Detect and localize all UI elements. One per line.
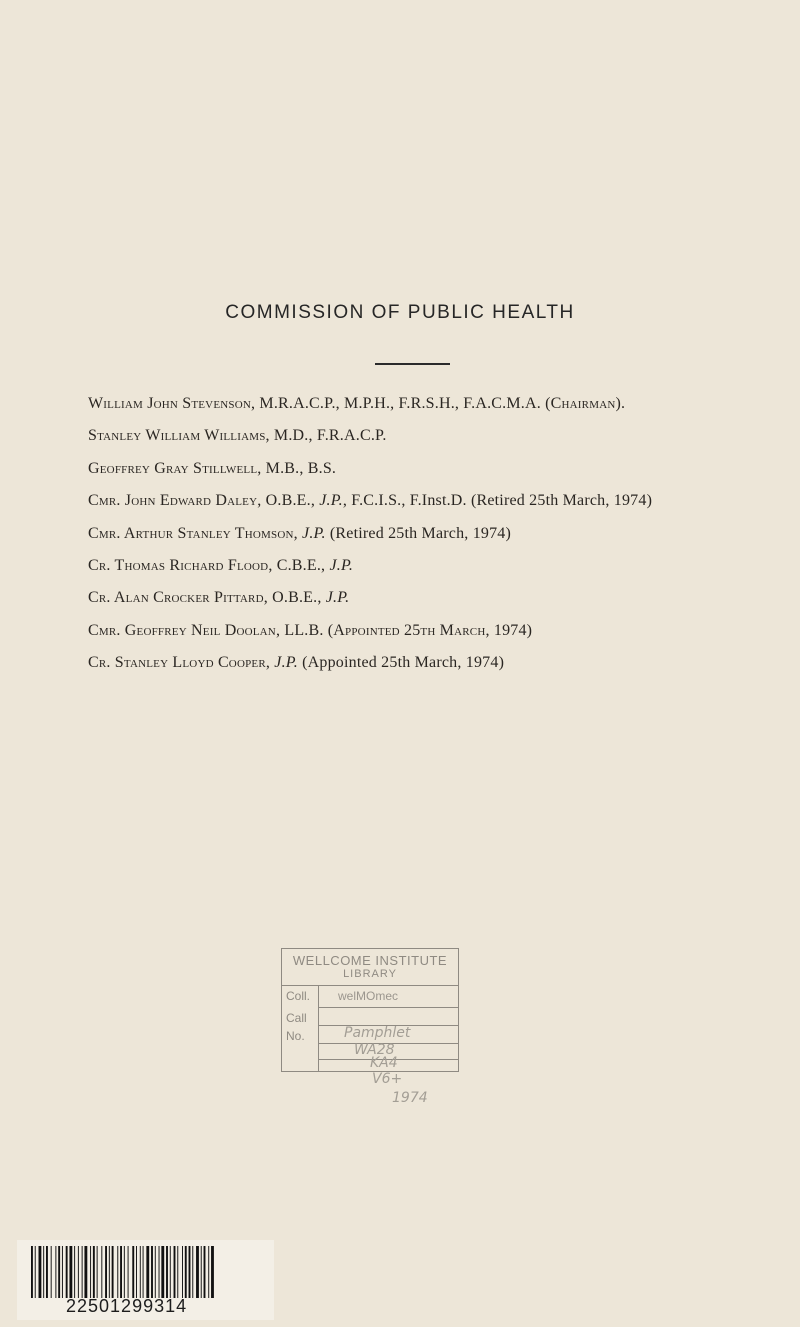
barcode-bar xyxy=(124,1246,125,1298)
barcode-bar xyxy=(58,1246,60,1298)
stamp-library: LIBRARY xyxy=(343,968,397,980)
stamp-coll-value: welMOmec xyxy=(338,989,399,1003)
barcode-bar xyxy=(143,1246,144,1298)
member-entry: Cmr. Arthur Stanley Thomson, J.P. (Retired 25th March, 1974) xyxy=(88,524,512,542)
barcode-bar xyxy=(204,1246,206,1298)
barcode-bar xyxy=(201,1246,202,1298)
barcode-bar xyxy=(93,1246,95,1298)
stamp-no-label: No. xyxy=(286,1029,305,1043)
page-title: COMMISSION OF PUBLIC HEALTH xyxy=(225,302,575,323)
library-stamp xyxy=(281,948,459,1072)
stamp-handwritten-year: 1974 xyxy=(392,1090,428,1106)
barcode-bar xyxy=(170,1246,171,1298)
barcode-bar xyxy=(151,1246,153,1298)
stamp-handwritten-1: Pamphlet xyxy=(344,1025,411,1041)
barcode-bar xyxy=(69,1246,72,1298)
barcode-bar xyxy=(120,1246,122,1298)
member-entry: Cmr. John Edward Daley, O.B.E., J.P., F.C.I.S., F.Inst.D. (Retired 25th March, 1974) xyxy=(88,492,653,510)
member-entry: Cr. Thomas Richard Flood, C.B.E., J.P. xyxy=(88,556,354,574)
barcode-number: 22501299314 xyxy=(66,1296,188,1316)
barcode-bar xyxy=(62,1246,63,1298)
barcode-bar xyxy=(105,1246,107,1298)
barcode-bar xyxy=(211,1246,214,1298)
barcode-bar xyxy=(109,1246,110,1298)
barcode-bar xyxy=(189,1246,191,1298)
barcode-bar xyxy=(174,1246,176,1298)
barcode-bar xyxy=(51,1246,52,1298)
barcode-bar xyxy=(140,1246,141,1298)
barcode-bar xyxy=(112,1246,114,1298)
barcode-bar xyxy=(39,1246,42,1298)
barcode-bar xyxy=(177,1246,178,1298)
stamp-handwritten-2: WA28 xyxy=(354,1042,395,1058)
barcode-bar xyxy=(46,1246,48,1298)
stamp-handwritten-4: V6+ xyxy=(372,1071,403,1087)
barcode-bar xyxy=(74,1246,75,1298)
member-entry: Cr. Stanley Lloyd Cooper, J.P. (Appointed 25th March, 1974) xyxy=(88,654,505,672)
barcode-bar xyxy=(90,1246,91,1298)
barcode-bar xyxy=(146,1246,149,1298)
member-entry: Geoffrey Gray Stillwell, M.B., B.S. xyxy=(88,459,337,477)
barcode-bar xyxy=(97,1246,98,1298)
stamp-divider xyxy=(318,1007,458,1008)
member-entry: William John Stevenson, M.R.A.C.P., M.P.H., F.R.S.H., F.A.C.M.A. (Chairman). xyxy=(88,395,626,412)
barcode-bar xyxy=(159,1246,160,1298)
member-list xyxy=(88,393,788,685)
barcode-bar xyxy=(55,1246,56,1298)
stamp-handwritten-3: KA4 xyxy=(370,1055,398,1071)
stamp-call-label: Call xyxy=(286,1011,307,1025)
barcode-bar xyxy=(192,1246,193,1298)
barcode-bar xyxy=(161,1246,164,1298)
barcode-bar xyxy=(155,1246,156,1298)
barcode-bar xyxy=(128,1246,129,1298)
barcode-bar xyxy=(82,1246,83,1298)
barcode-bar xyxy=(78,1246,79,1298)
barcode-bar xyxy=(31,1246,33,1298)
barcode-bar xyxy=(182,1246,183,1298)
barcode-bar xyxy=(136,1246,137,1298)
stamp-coll-label: Coll. xyxy=(286,989,311,1003)
barcode-bar xyxy=(117,1246,118,1298)
barcode-bar xyxy=(84,1246,87,1298)
member-entry: Cmr. Geoffrey Neil Doolan, LL.B. (Appointed 25th March, 1974) xyxy=(88,621,533,639)
title-rule xyxy=(375,363,450,365)
barcode-bar xyxy=(132,1246,134,1298)
barcode-bars xyxy=(31,1246,261,1298)
barcode-bar xyxy=(101,1246,102,1298)
barcode-bar xyxy=(208,1246,209,1298)
stamp-institute: WELLCOME INSTITUTE xyxy=(292,953,448,968)
member-entry: Cr. Alan Crocker Pittard, O.B.E., J.P. xyxy=(88,589,350,607)
barcode-bar xyxy=(166,1246,168,1298)
barcode-bar xyxy=(43,1246,44,1298)
barcode-bar xyxy=(66,1246,68,1298)
barcode-bar xyxy=(196,1246,199,1298)
member-entry: Stanley William Williams, M.D., F.R.A.C.P. xyxy=(88,427,387,445)
stamp-divider xyxy=(282,985,458,986)
barcode-bar xyxy=(185,1246,187,1298)
barcode-bar xyxy=(35,1246,36,1298)
